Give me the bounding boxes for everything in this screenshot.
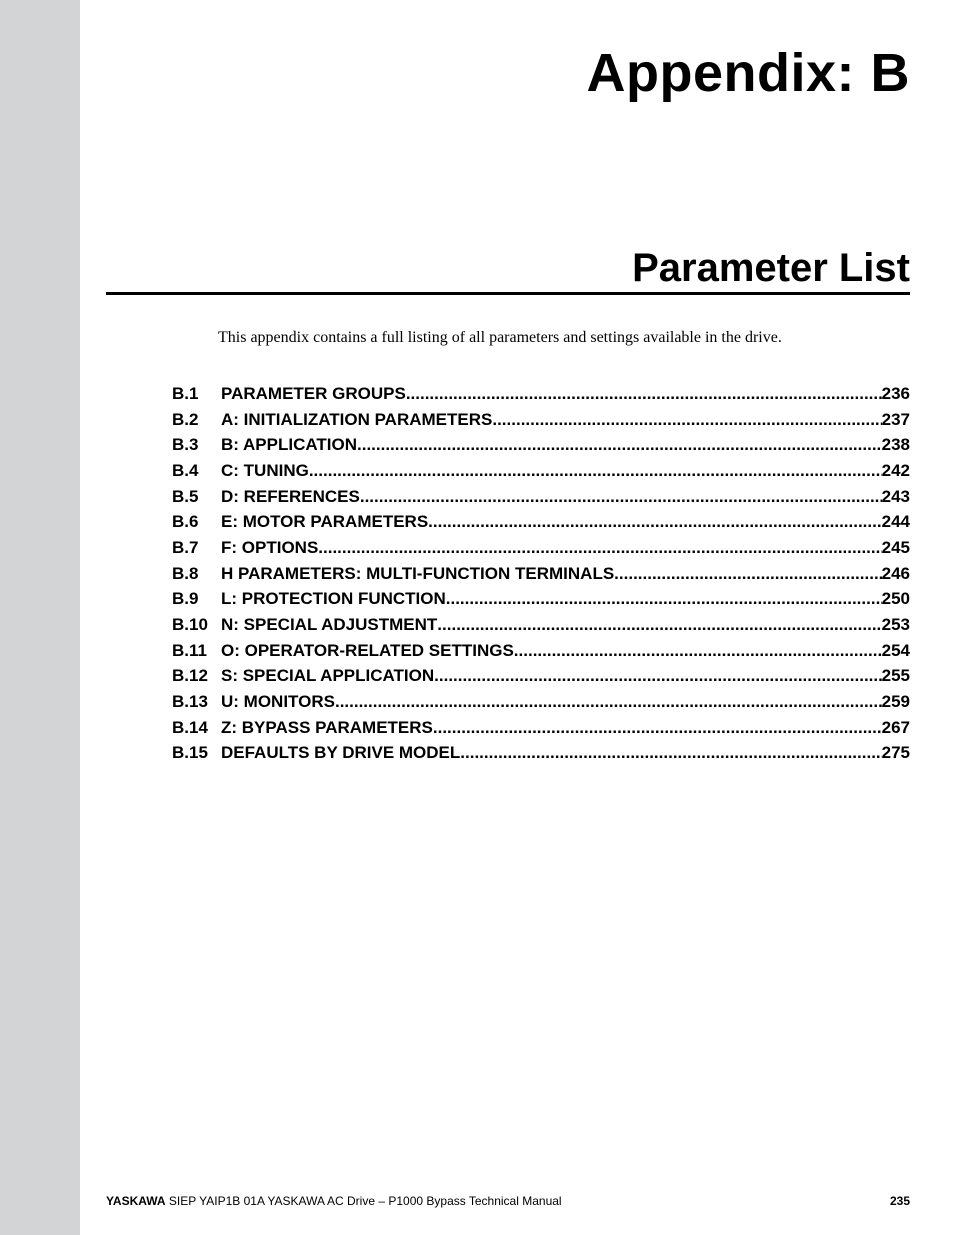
toc-leader-dots — [446, 589, 882, 609]
toc-number: B.7 — [172, 537, 199, 557]
toc-entry[interactable] — [172, 638, 910, 664]
toc-entry[interactable] — [172, 458, 910, 484]
toc-page[interactable]: 267 — [881, 717, 910, 737]
appendix-heading: Appendix: B — [586, 43, 910, 103]
intro-text: This appendix contains a full listing of all parameters and settings available in the drive. — [218, 329, 782, 346]
toc-number: B.4 — [172, 460, 199, 480]
toc-entry[interactable] — [172, 535, 910, 561]
toc-leader-dots — [428, 512, 881, 532]
toc-page[interactable]: 245 — [881, 537, 910, 557]
toc-number: B.15 — [172, 743, 208, 763]
toc-label[interactable]: D: REFERENCES — [221, 486, 360, 506]
footer-manual-title: SIEP YAIP1B 01A YASKAWA AC Drive – P1000 Bypass Technical Manual — [165, 1194, 562, 1208]
toc-label[interactable]: O: OPERATOR-RELATED SETTINGS — [221, 640, 514, 660]
toc-leader-dots — [614, 564, 881, 584]
toc-leader-dots — [406, 384, 882, 404]
toc-label[interactable]: A: INITIALIZATION PARAMETERS — [221, 409, 493, 429]
toc-entry[interactable] — [172, 612, 910, 638]
toc-label[interactable]: B: APPLICATION — [221, 435, 357, 455]
toc-page[interactable]: 259 — [881, 692, 910, 712]
toc-number: B.6 — [172, 512, 199, 532]
toc-page[interactable]: 236 — [881, 383, 910, 403]
footer-brand: YASKAWA — [106, 1194, 166, 1208]
toc-page[interactable]: 246 — [881, 563, 910, 583]
toc-entry[interactable] — [172, 715, 910, 741]
table-of-contents — [172, 381, 910, 766]
toc-entry[interactable] — [172, 484, 910, 510]
toc-leader-dots — [360, 487, 882, 507]
toc-label[interactable]: C: TUNING — [221, 460, 309, 480]
toc-number: B.13 — [172, 692, 208, 712]
toc-page[interactable]: 255 — [881, 666, 910, 686]
toc-label[interactable]: U: MONITORS — [221, 692, 335, 712]
toc-label[interactable]: PARAMETER GROUPS — [221, 383, 406, 403]
toc-leader-dots — [514, 641, 882, 661]
toc-number: B.8 — [172, 563, 199, 583]
toc-entry[interactable] — [172, 561, 910, 587]
toc-leader-dots — [460, 743, 881, 763]
toc-entry[interactable] — [172, 432, 910, 458]
toc-leader-dots — [434, 666, 881, 686]
toc-entry[interactable] — [172, 664, 910, 690]
toc-number: B.1 — [172, 383, 199, 403]
side-margin-bar — [0, 0, 80, 1235]
toc-number: B.5 — [172, 486, 199, 506]
toc-label[interactable]: N: SPECIAL ADJUSTMENT — [221, 615, 438, 635]
toc-number: B.3 — [172, 435, 199, 455]
toc-label[interactable]: H PARAMETERS: MULTI-FUNCTION TERMINALS — [221, 563, 615, 583]
toc-number: B.10 — [172, 615, 208, 635]
toc-label[interactable]: E: MOTOR PARAMETERS — [221, 512, 429, 532]
toc-leader-dots — [357, 435, 882, 455]
toc-page[interactable]: 250 — [881, 589, 910, 609]
title-rule — [106, 292, 910, 295]
toc-page[interactable]: 237 — [881, 409, 910, 429]
toc-entry[interactable] — [172, 741, 910, 767]
toc-page[interactable]: 242 — [881, 460, 910, 480]
toc-leader-dots — [318, 538, 881, 558]
toc-page[interactable]: 244 — [881, 512, 910, 532]
toc-entry[interactable] — [172, 587, 910, 613]
toc-page[interactable]: 243 — [881, 486, 910, 506]
toc-leader-dots — [437, 615, 881, 635]
footer-text — [106, 1194, 562, 1208]
toc-number: B.14 — [172, 717, 208, 737]
toc-label[interactable]: L: PROTECTION FUNCTION — [221, 589, 446, 609]
toc-entry[interactable] — [172, 407, 910, 433]
toc-label[interactable]: S: SPECIAL APPLICATION — [221, 666, 435, 686]
toc-leader-dots — [335, 692, 882, 712]
toc-page[interactable]: 238 — [881, 435, 910, 455]
toc-number: B.9 — [172, 589, 199, 609]
toc-page[interactable]: 253 — [881, 615, 910, 635]
toc-page[interactable]: 254 — [881, 640, 910, 660]
toc-label[interactable]: Z: BYPASS PARAMETERS — [221, 717, 433, 737]
toc-entry[interactable] — [172, 381, 910, 407]
toc-label[interactable]: DEFAULTS BY DRIVE MODEL — [221, 743, 461, 763]
toc-leader-dots — [492, 410, 881, 430]
toc-number: B.11 — [172, 640, 207, 660]
page-number: 235 — [889, 1194, 910, 1208]
toc-leader-dots — [433, 718, 882, 738]
toc-entry[interactable] — [172, 509, 910, 535]
toc-number: B.12 — [172, 666, 208, 686]
page-title: Parameter List — [632, 246, 910, 290]
toc-entry[interactable] — [172, 689, 910, 715]
toc-page[interactable]: 275 — [881, 743, 910, 763]
toc-leader-dots — [309, 461, 882, 481]
toc-label[interactable]: F: OPTIONS — [221, 537, 319, 557]
toc-number: B.2 — [172, 409, 199, 429]
